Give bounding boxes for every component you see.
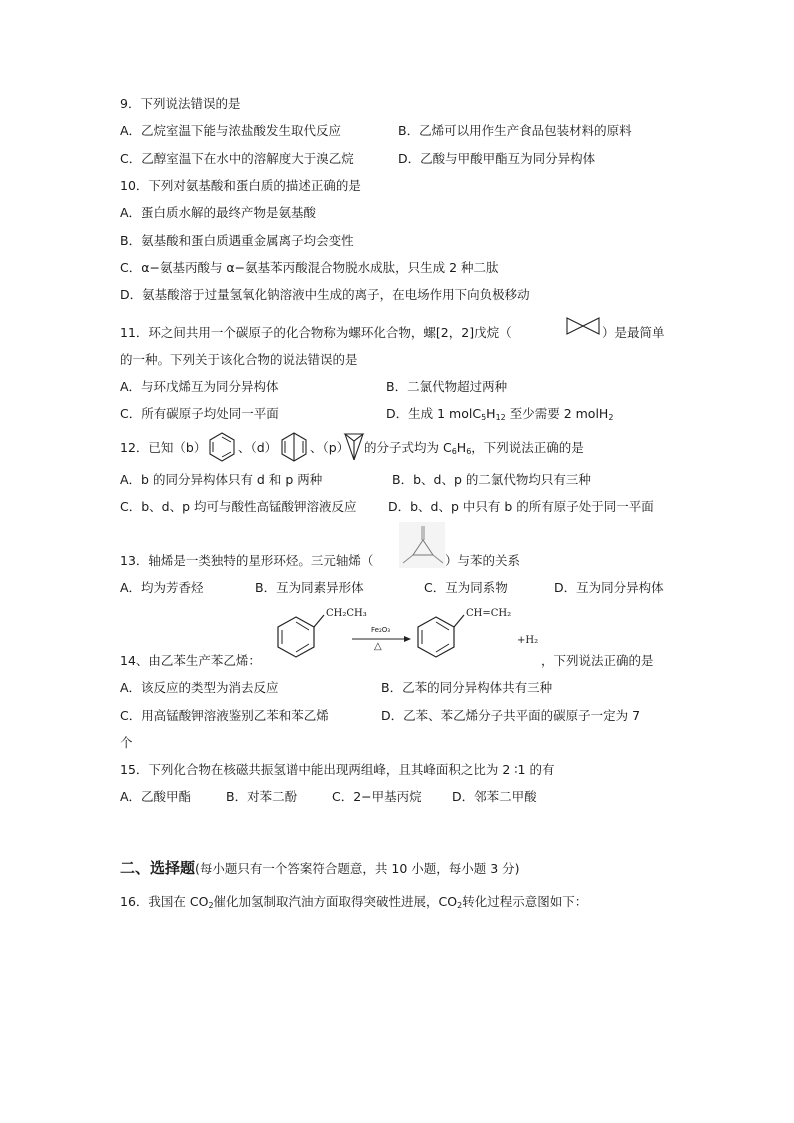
q13-stem-part2: ）与苯的关系 — [445, 553, 521, 568]
q11-option-c: C．所有碳原子均处同一平面 — [120, 406, 279, 421]
q9-option-b: B．乙烯可以用作生产食品包装材料的原料 — [398, 123, 632, 138]
q13-option-c: C．互为同系物 — [424, 580, 508, 595]
q12-option-d: D．b、d、p 中只有 b 的所有原子处于同一平面 — [388, 499, 654, 514]
q15-option-b: B．对苯二酚 — [226, 789, 298, 804]
q9-option-c: C．乙醇室温下在水中的溶解度大于溴乙烷 — [120, 151, 354, 166]
q10-option-b: B．氨基酸和蛋白质遇重金属离子均会变性 — [120, 233, 354, 248]
q11-option-b: B．二氯代物超过两种 — [386, 379, 508, 394]
q9-stem: 9．下列说法错误的是 — [120, 96, 241, 111]
reactant-ethyl-group: CH₂CH₃ — [326, 608, 367, 619]
q10-option-c: C．α−氨基丙酸与 α−氨基苯丙酸混合物脱水成肽，只生成 2 种二肽 — [120, 260, 499, 275]
benzene-structure — [208, 431, 236, 463]
q14-stem-part1: 14、由乙苯生产苯乙烯： — [120, 653, 261, 668]
q11-option-d: D．生成 1 $molC_5H_{12}$ 至少需要 2 molH$_2$ — [386, 406, 614, 422]
q10-stem: 10．下列对氨基酸和蛋白质的描述正确的是 — [120, 178, 361, 193]
q15-option-d: D．邻苯二甲酸 — [452, 789, 537, 804]
q11-option-a: A．与环戊烯互为同分异构体 — [120, 379, 279, 394]
q12-option-b: B．b、d、p 的二氯代物均只有三种 — [392, 472, 591, 487]
q10-option-d: D．氨基酸溶于过量氢氧化钠溶液中生成的离子，在电场作用下向负极移动 — [120, 287, 530, 302]
catalyst-label: Fe₂O₃ — [371, 626, 391, 634]
q16-stem: 16．我国在 $CO_2$催化加氢制取汽油方面取得突破性进展，$CO_2$转化过程示意图如下： — [120, 894, 588, 910]
q14-option-c: C．用高锰酸钾溶液鉴别乙苯和苯乙烯 — [120, 708, 329, 723]
q15-option-a: A．乙酸甲酯 — [120, 789, 192, 804]
triaxialene-structure — [399, 522, 445, 568]
spiropentane-structure — [565, 316, 601, 336]
q11-stem-part2: ）是最简单 — [602, 325, 665, 340]
q14-stem-part2: ，下列说法正确的是 — [541, 653, 654, 668]
q10-option-a: A．蛋白质水解的最终产物是氨基酸 — [120, 205, 317, 220]
q9-option-a: A．乙烷室温下能与浓盐酸发生取代反应 — [120, 123, 342, 138]
q9-option-d: D．乙酸与甲酸甲酯互为同分异构体 — [398, 151, 596, 166]
prismane-structure — [343, 431, 365, 463]
q11-stem-part3: 的一种。下列关于该化合物的说法错误的是 — [120, 352, 358, 367]
q14-option-b: B．乙苯的同分异构体共有三种 — [381, 680, 553, 695]
q13-option-a: A．均为芳香烃 — [120, 580, 204, 595]
q14-option-d-cont: 个 — [120, 735, 133, 750]
product-vinyl-group: CH=CH₂ — [466, 608, 512, 619]
q14-option-a: A．该反应的类型为消去反应 — [120, 680, 279, 695]
q15-option-c: C．2−甲基丙烷 — [332, 789, 422, 804]
q12-stem-part1: 12．已知（b） — [120, 440, 207, 455]
q12-stem-part4: 的分子式均为 $C_6H_6$，下列说法正确的是 — [364, 440, 584, 456]
q12-stem-part3: 、（p） — [310, 440, 350, 455]
q15-stem: 15．下列化合物在核磁共振氢谱中能出现两组峰，且其峰面积之比为 2 ∶1 的有 — [120, 762, 555, 777]
q11-stem-part1: 11．环之间共用一个碳原子的化合物称为螺环化合物，螺[2，2]戊烷（ — [120, 325, 512, 340]
q12-option-c: C．b、d、p 均可与酸性高锰酸钾溶液反应 — [120, 499, 357, 514]
q13-option-b: B．互为同素异形体 — [255, 580, 364, 595]
section-2-heading: 二、选择题(每小题只有一个答案符合题意，共 10 小题，每小题 3 分) — [120, 859, 520, 877]
q12-stem-part2: 、（d） — [238, 440, 278, 455]
q14-option-d: D．乙苯、苯乙烯分子共平面的碳原子一定为 7 — [381, 708, 641, 723]
q12-option-a: A．b 的同分异构体只有 d 和 p 两种 — [120, 472, 323, 487]
heat-symbol: △ — [374, 641, 382, 652]
q13-stem-part1: 13．轴烯是一类独特的星形环烃。三元轴烯（ — [120, 553, 374, 568]
byproduct-h2: +H₂ — [517, 635, 539, 646]
q13-option-d: D．互为同分异构体 — [554, 580, 664, 595]
dewar-benzene-structure — [280, 431, 308, 463]
